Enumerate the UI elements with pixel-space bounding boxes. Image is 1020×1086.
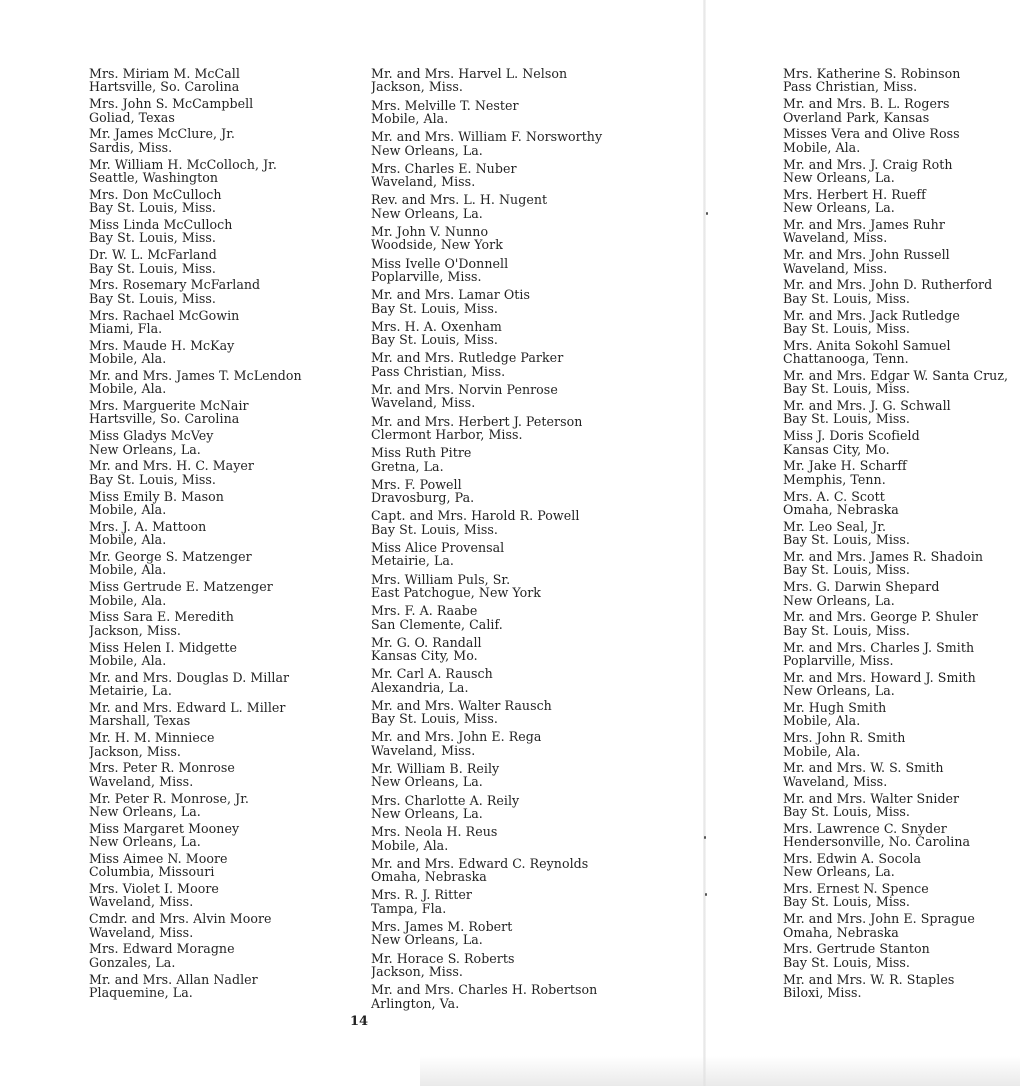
directory-entry [783,188,1019,218]
entry-place: Waveland, Miss. [371,742,476,758]
directory-entry [783,701,1019,731]
entry-name: Mr. and Mrs. Howard J. Smith [783,670,976,685]
directory-entry [783,158,1019,188]
entry-name: Mr. George S. Matzenger [89,550,252,564]
entry-name: Mrs. A. C. Scott [783,489,885,504]
directory-entry [783,278,1019,308]
entry-name: Mrs. G. Darwin Shepard [783,580,940,595]
directory-entry [371,762,656,794]
entry-place: Pass Christian, Miss. [371,363,506,379]
entry-place: Bay St. Louis, Miss. [783,562,910,578]
directory-entry [783,550,1019,580]
entry-name: Mr. and Mrs. Edward L. Miller [89,700,286,715]
entry-name: Miss J. Doris Scofield [783,429,920,444]
entry-place: Bay St. Louis, Miss. [783,532,910,548]
entry-name: Miss Linda McCulloch [89,217,233,232]
entry-name: Miss Emily B. Mason [89,489,224,504]
entry-name: Mrs. Don McCulloch [89,187,222,202]
entry-name: Miss Alice Provensal [371,540,505,555]
directory-entry [783,822,1019,852]
entry-place: New Orleans, La. [783,592,895,608]
entry-place: Omaha, Nebraska [783,502,899,518]
directory-entry [371,857,656,889]
entry-name: Mrs. Rosemary McFarland [89,278,261,293]
entry-name: Mr. and Mrs. Charles H. Robertson [371,983,598,998]
page-gutter [703,0,706,1086]
entry-name: Dr. W. L. McFarland [89,248,217,263]
directory-entry [783,429,1019,459]
entry-name: Mrs. R. J. Ritter [371,888,472,903]
entry-place: Waveland, Miss. [371,395,476,411]
directory-entry [783,490,1019,520]
directory-entry [89,852,351,882]
entry-name: Mrs. F. A. Raabe [371,604,478,619]
entry-name: Mr. G. O. Randall [371,635,482,650]
entry-place: Hartsville, So. Carolina [89,411,240,427]
entry-place: Omaha, Nebraska [783,924,899,940]
entry-place: Waveland, Miss. [783,230,888,246]
entry-place: Plaquemine, La. [89,985,193,1001]
entry-name: Miss Gertrude E. Matzenger [89,580,273,595]
entry-place: Mobile, Ala. [89,652,167,668]
directory-entry [783,67,1019,97]
directory-entry [89,550,351,580]
directory-entry [783,912,1019,942]
entry-place: Mobile, Ala. [371,837,449,853]
directory-entry [89,158,351,188]
entry-name: Mrs. Anita Sokohl Samuel [783,338,951,353]
directory-entry [783,339,1019,369]
entry-place: Bay St. Louis, Miss. [783,894,910,910]
directory-entry [89,520,351,550]
entry-name: Miss Helen I. Midgette [89,640,238,655]
entry-place: Mobile, Ala. [89,351,167,367]
directory-entry [783,610,1019,640]
directory-entry [89,641,351,671]
entry-place: Mobile, Ala. [89,562,167,578]
entry-place: Biloxi, Miss. [783,985,862,1001]
directory-entry [371,67,656,99]
entry-place: Gonzales, La. [89,954,176,970]
entry-place: Metairie, La. [89,683,172,699]
directory-entry [783,641,1019,671]
entry-name: Mr. and Mrs. Allan Nadler [89,972,258,987]
entry-name: Mr. and Mrs. George P. Shuler [783,610,978,625]
entry-place: Bay St. Louis, Miss. [371,521,498,537]
entry-place: Mobile, Ala. [89,592,167,608]
entry-place: Jackson, Miss. [89,622,181,638]
directory-entry [783,309,1019,339]
directory-entry [783,97,1019,127]
entry-name: Mrs. Melville T. Nester [371,98,519,113]
directory-entry [89,731,351,761]
entry-name: Mrs. William Puls, Sr. [371,572,511,587]
entry-place: Bay St. Louis, Miss. [783,411,910,427]
directory-entry [783,973,1019,1003]
entry-place: Mobile, Ala. [783,743,861,759]
entry-place: Kansas City, Mo. [783,441,890,457]
directory-entry [371,920,656,952]
directory-entry [89,973,351,1003]
entry-name: Mr. and Mrs. B. L. Rogers [783,97,950,112]
entry-name: Mr. and Mrs. W. R. Staples [783,972,955,987]
entry-place: Mobile, Ala. [783,713,861,729]
entry-place: New Orleans, La. [783,683,895,699]
entry-name: Mr. and Mrs. John Russell [783,248,950,263]
entry-place: Pass Christian, Miss. [783,79,918,95]
entry-name: Mr. and Mrs. John E. Sprague [783,912,975,927]
entry-place: Bay St. Louis, Miss. [371,332,498,348]
entry-place: Overland Park, Kansas [783,109,930,125]
print-speck [706,212,708,215]
entry-place: Mobile, Ala. [783,139,861,155]
print-speck [705,893,707,896]
entry-name: Mrs. H. A. Oxenham [371,319,502,334]
entry-name: Miss Sara E. Meredith [89,610,234,625]
entry-name: Mr. William B. Reily [371,762,500,777]
entry-place: Waveland, Miss. [783,260,888,276]
entry-place: New Orleans, La. [783,200,895,216]
entry-place: Jackson, Miss. [371,79,463,95]
entry-place: Mobile, Ala. [89,381,167,397]
directory-entry [89,822,351,852]
directory-entry [371,541,656,573]
entry-place: Bay St. Louis, Miss. [89,471,216,487]
entry-name: Mr. and Mrs. Charles J. Smith [783,640,975,655]
entry-name: Mrs. Peter R. Monrose [89,761,235,776]
entry-name: Rev. and Mrs. L. H. Nugent [371,193,548,208]
entry-place: Arlington, Va. [371,995,460,1011]
entry-name: Mr. and Mrs. William F. Norsworthy [371,130,603,145]
directory-entry [89,942,351,972]
entry-name: Mrs. Violet I. Moore [89,882,219,897]
entry-place: Waveland, Miss. [89,894,194,910]
directory-entry [89,792,351,822]
entry-name: Mrs. Edward Moragne [89,942,235,957]
column-middle [371,67,656,1015]
entry-name: Mrs. F. Powell [371,477,462,492]
entry-place: New Orleans, La. [89,441,201,457]
entry-name: Mr. and Mrs. Walter Rausch [371,698,552,713]
directory-entry [783,852,1019,882]
directory-entry [89,339,351,369]
entry-place: San Clemente, Calif. [371,616,503,632]
entry-place: Mobile, Ala. [89,532,167,548]
directory-entry [783,127,1019,157]
directory-entry [371,446,656,478]
directory-entry [371,604,656,636]
entry-name: Mr. John V. Nunno [371,224,489,239]
entry-name: Mr. and Mrs. W. S. Smith [783,761,944,776]
entry-name: Mr. and Mrs. Harvel L. Nelson [371,67,568,81]
directory-entry [783,369,1019,399]
directory-entry [371,667,656,699]
directory-entry [783,731,1019,761]
entry-name: Mr. Leo Seal, Jr. [783,519,887,534]
entry-place: New Orleans, La. [783,864,895,880]
directory-entry [371,509,656,541]
entry-name: Mr. and Mrs. Edward C. Reynolds [371,856,589,871]
directory-entry [371,699,656,731]
entry-name: Mr. H. M. Minniece [89,731,215,746]
directory-entry [89,309,351,339]
directory-entry [783,218,1019,248]
entry-name: Mrs. Miriam M. McCall [89,67,240,81]
entry-place: Memphis, Tenn. [783,471,886,487]
entry-name: Cmdr. and Mrs. Alvin Moore [89,912,272,927]
directory-entry [783,399,1019,429]
entry-place: Woodside, New York [371,237,503,253]
page-shadow [420,1056,1020,1086]
directory-entry [783,459,1019,489]
entry-place: Waveland, Miss. [783,773,888,789]
entry-name: Mr. and Mrs. John E. Rega [371,730,542,745]
entry-place: Bay St. Louis, Miss. [783,290,910,306]
directory-entry [89,701,351,731]
entry-name: Mr. and Mrs. James Ruhr [783,217,945,232]
entry-name: Mr. Peter R. Monrose, Jr. [89,791,249,806]
directory-entry [89,67,351,97]
entry-place: Alexandria, La. [371,679,469,695]
directory-entry [783,248,1019,278]
print-speck [704,836,706,839]
directory-entry [89,369,351,399]
column-right [783,67,1019,1003]
entry-name: Mr. and Mrs. Rutledge Parker [371,351,564,366]
entry-place: Bay St. Louis, Miss. [783,381,910,397]
entry-name: Mr. and Mrs. Jack Rutledge [783,308,960,323]
entry-name: Mr. and Mrs. H. C. Mayer [89,459,254,474]
directory-entry [89,882,351,912]
entry-name: Mrs. Ernest N. Spence [783,882,929,897]
entry-place: Bay St. Louis, Miss. [89,200,216,216]
directory-entry [89,278,351,308]
entry-name: Miss Gladys McVey [89,429,214,444]
directory-entry [371,99,656,131]
column-left [89,67,351,1003]
directory-entry [89,490,351,520]
entry-name: Mrs. J. A. Mattoon [89,519,207,534]
entry-name: Mr. and Mrs. James T. McLendon [89,368,302,383]
entry-name: Mr. Carl A. Rausch [371,667,493,682]
directory-entry [371,983,656,1015]
entry-name: Capt. and Mrs. Harold R. Powell [371,509,580,524]
directory-entry [89,610,351,640]
directory-entry [89,761,351,791]
entry-name: Mrs. Gertrude Stanton [783,942,930,957]
entry-place: Waveland, Miss. [89,924,194,940]
entry-name: Miss Ruth Pitre [371,446,472,461]
entry-name: Mr. and Mrs. Walter Snider [783,791,960,806]
directory-entry [371,130,656,162]
entry-name: Mr. and Mrs. John D. Rutherford [783,278,993,293]
entry-place: New Orleans, La. [371,774,483,790]
entry-place: Gretna, La. [371,458,444,474]
entry-name: Mr. and Mrs. J. Craig Roth [783,157,953,172]
directory-entry [89,127,351,157]
entry-place: Chattanooga, Tenn. [783,351,909,367]
directory-entry [89,459,351,489]
directory-entry [371,162,656,194]
directory-entry [371,794,656,826]
entry-place: Bay St. Louis, Miss. [89,260,216,276]
directory-entry [371,257,656,289]
entry-place: Columbia, Missouri [89,864,215,880]
entry-place: Poplarville, Miss. [371,268,482,284]
entry-place: Dravosburg, Pa. [371,490,475,506]
entry-place: Bay St. Louis, Miss. [783,954,910,970]
entry-name: Misses Vera and Olive Ross [783,127,960,142]
entry-place: Miami, Fla. [89,320,163,336]
entry-name: Mr. Hugh Smith [783,700,887,715]
entry-name: Mr. and Mrs. Herbert J. Peterson [371,414,583,429]
directory-entry [371,730,656,762]
directory-entry [371,952,656,984]
directory-entry [371,383,656,415]
entry-place: Mobile, Ala. [89,502,167,518]
directory-entry [89,248,351,278]
directory-entry [371,288,656,320]
entry-name: Mrs. John R. Smith [783,731,906,746]
entry-place: Goliad, Texas [89,109,175,125]
entry-place: New Orleans, La. [371,205,483,221]
entry-place: New Orleans, La. [371,806,483,822]
entry-place: Kansas City, Mo. [371,648,478,664]
entry-place: Bay St. Louis, Miss. [89,230,216,246]
entry-place: Seattle, Washington [89,169,219,185]
entry-name: Mrs. Charles E. Nuber [371,161,517,176]
entry-place: Jackson, Miss. [371,964,463,980]
entry-place: New Orleans, La. [89,803,201,819]
entry-name: Mrs. Lawrence C. Snyder [783,821,947,836]
entry-name: Mr. and Mrs. Douglas D. Millar [89,670,290,685]
directory-entry [371,415,656,447]
entry-name: Miss Aimee N. Moore [89,851,228,866]
directory-entry [783,761,1019,791]
entry-name: Mrs. Katherine S. Robinson [783,67,961,81]
entry-place: Bay St. Louis, Miss. [371,300,498,316]
directory-entry [89,671,351,701]
directory-entry [783,882,1019,912]
entry-place: Bay St. Louis, Miss. [371,711,498,727]
entry-name: Mr. and Mrs. James R. Shadoin [783,550,983,564]
directory-entry [371,636,656,668]
directory-entry [371,888,656,920]
entry-name: Mrs. John S. McCampbell [89,97,254,112]
entry-place: New Orleans, La. [371,142,483,158]
entry-place: Bay St. Louis, Miss. [783,622,910,638]
entry-name: Mrs. Neola H. Reus [371,825,498,840]
entry-name: Mr. and Mrs. Edgar W. Santa Cruz, [783,368,1009,383]
directory-entry [89,580,351,610]
entry-name: Miss Margaret Mooney [89,821,240,836]
directory-entry [371,573,656,605]
entry-place: Sardis, Miss. [89,139,173,155]
entry-place: Mobile, Ala. [371,111,449,126]
entry-place: New Orleans, La. [371,932,483,948]
entry-place: Omaha, Nebraska [371,869,487,885]
directory-entry [783,942,1019,972]
entry-place: New Orleans, La. [89,834,201,850]
directory-entry [783,792,1019,822]
entry-place: Marshall, Texas [89,713,191,729]
entry-place: Waveland, Miss. [371,174,476,190]
entry-name: Mrs. James M. Robert [371,920,513,935]
directory-entry [89,218,351,248]
entry-place: Poplarville, Miss. [783,652,894,668]
entry-name: Mr. and Mrs. J. G. Schwall [783,399,951,414]
entry-name: Mrs. Maude H. McKay [89,338,235,353]
entry-name: Mrs. Marguerite McNair [89,399,249,414]
entry-place: New Orleans, La. [783,169,895,185]
directory-entry [89,912,351,942]
entry-name: Mr. James McClure, Jr. [89,127,235,142]
entry-place: Hartsville, So. Carolina [89,79,240,95]
entry-place: Waveland, Miss. [89,773,194,789]
directory-entry [371,193,656,225]
directory-entry [783,520,1019,550]
page-number: 14 [350,1014,369,1029]
directory-entry [89,399,351,429]
entry-place: Hendersonville, No. Carolina [783,834,971,850]
entry-name: Mr. Jake H. Scharff [783,459,907,474]
directory-entry [371,825,656,857]
entry-place: East Patchogue, New York [371,584,541,600]
directory-entry [371,478,656,510]
entry-place: Bay St. Louis, Miss. [89,290,216,306]
directory-entry [783,580,1019,610]
directory-entry [783,671,1019,701]
entry-name: Mrs. Charlotte A. Reily [371,793,520,808]
entry-place: Bay St. Louis, Miss. [783,320,910,336]
directory-entry [89,429,351,459]
entry-place: Tampa, Fla. [371,900,447,916]
directory-entry [371,351,656,383]
entry-name: Mrs. Herbert H. Rueff [783,187,926,202]
directory-entry [371,225,656,257]
entry-name: Mrs. Rachael McGowin [89,308,240,323]
entry-name: Miss Ivelle O'Donnell [371,256,509,271]
entry-place: Clermont Harbor, Miss. [371,426,523,442]
directory-entry [371,320,656,352]
entry-place: Bay St. Louis, Miss. [783,803,910,819]
entry-place: Jackson, Miss. [89,743,181,759]
entry-name: Mr. William H. McColloch, Jr. [89,157,277,172]
entry-name: Mrs. Edwin A. Socola [783,851,922,866]
entry-name: Mr. Horace S. Roberts [371,951,515,966]
entry-name: Mr. and Mrs. Norvin Penrose [371,382,558,397]
directory-entry [89,188,351,218]
entry-name: Mr. and Mrs. Lamar Otis [371,288,530,303]
directory-entry [89,97,351,127]
entry-place: Metairie, La. [371,553,454,569]
